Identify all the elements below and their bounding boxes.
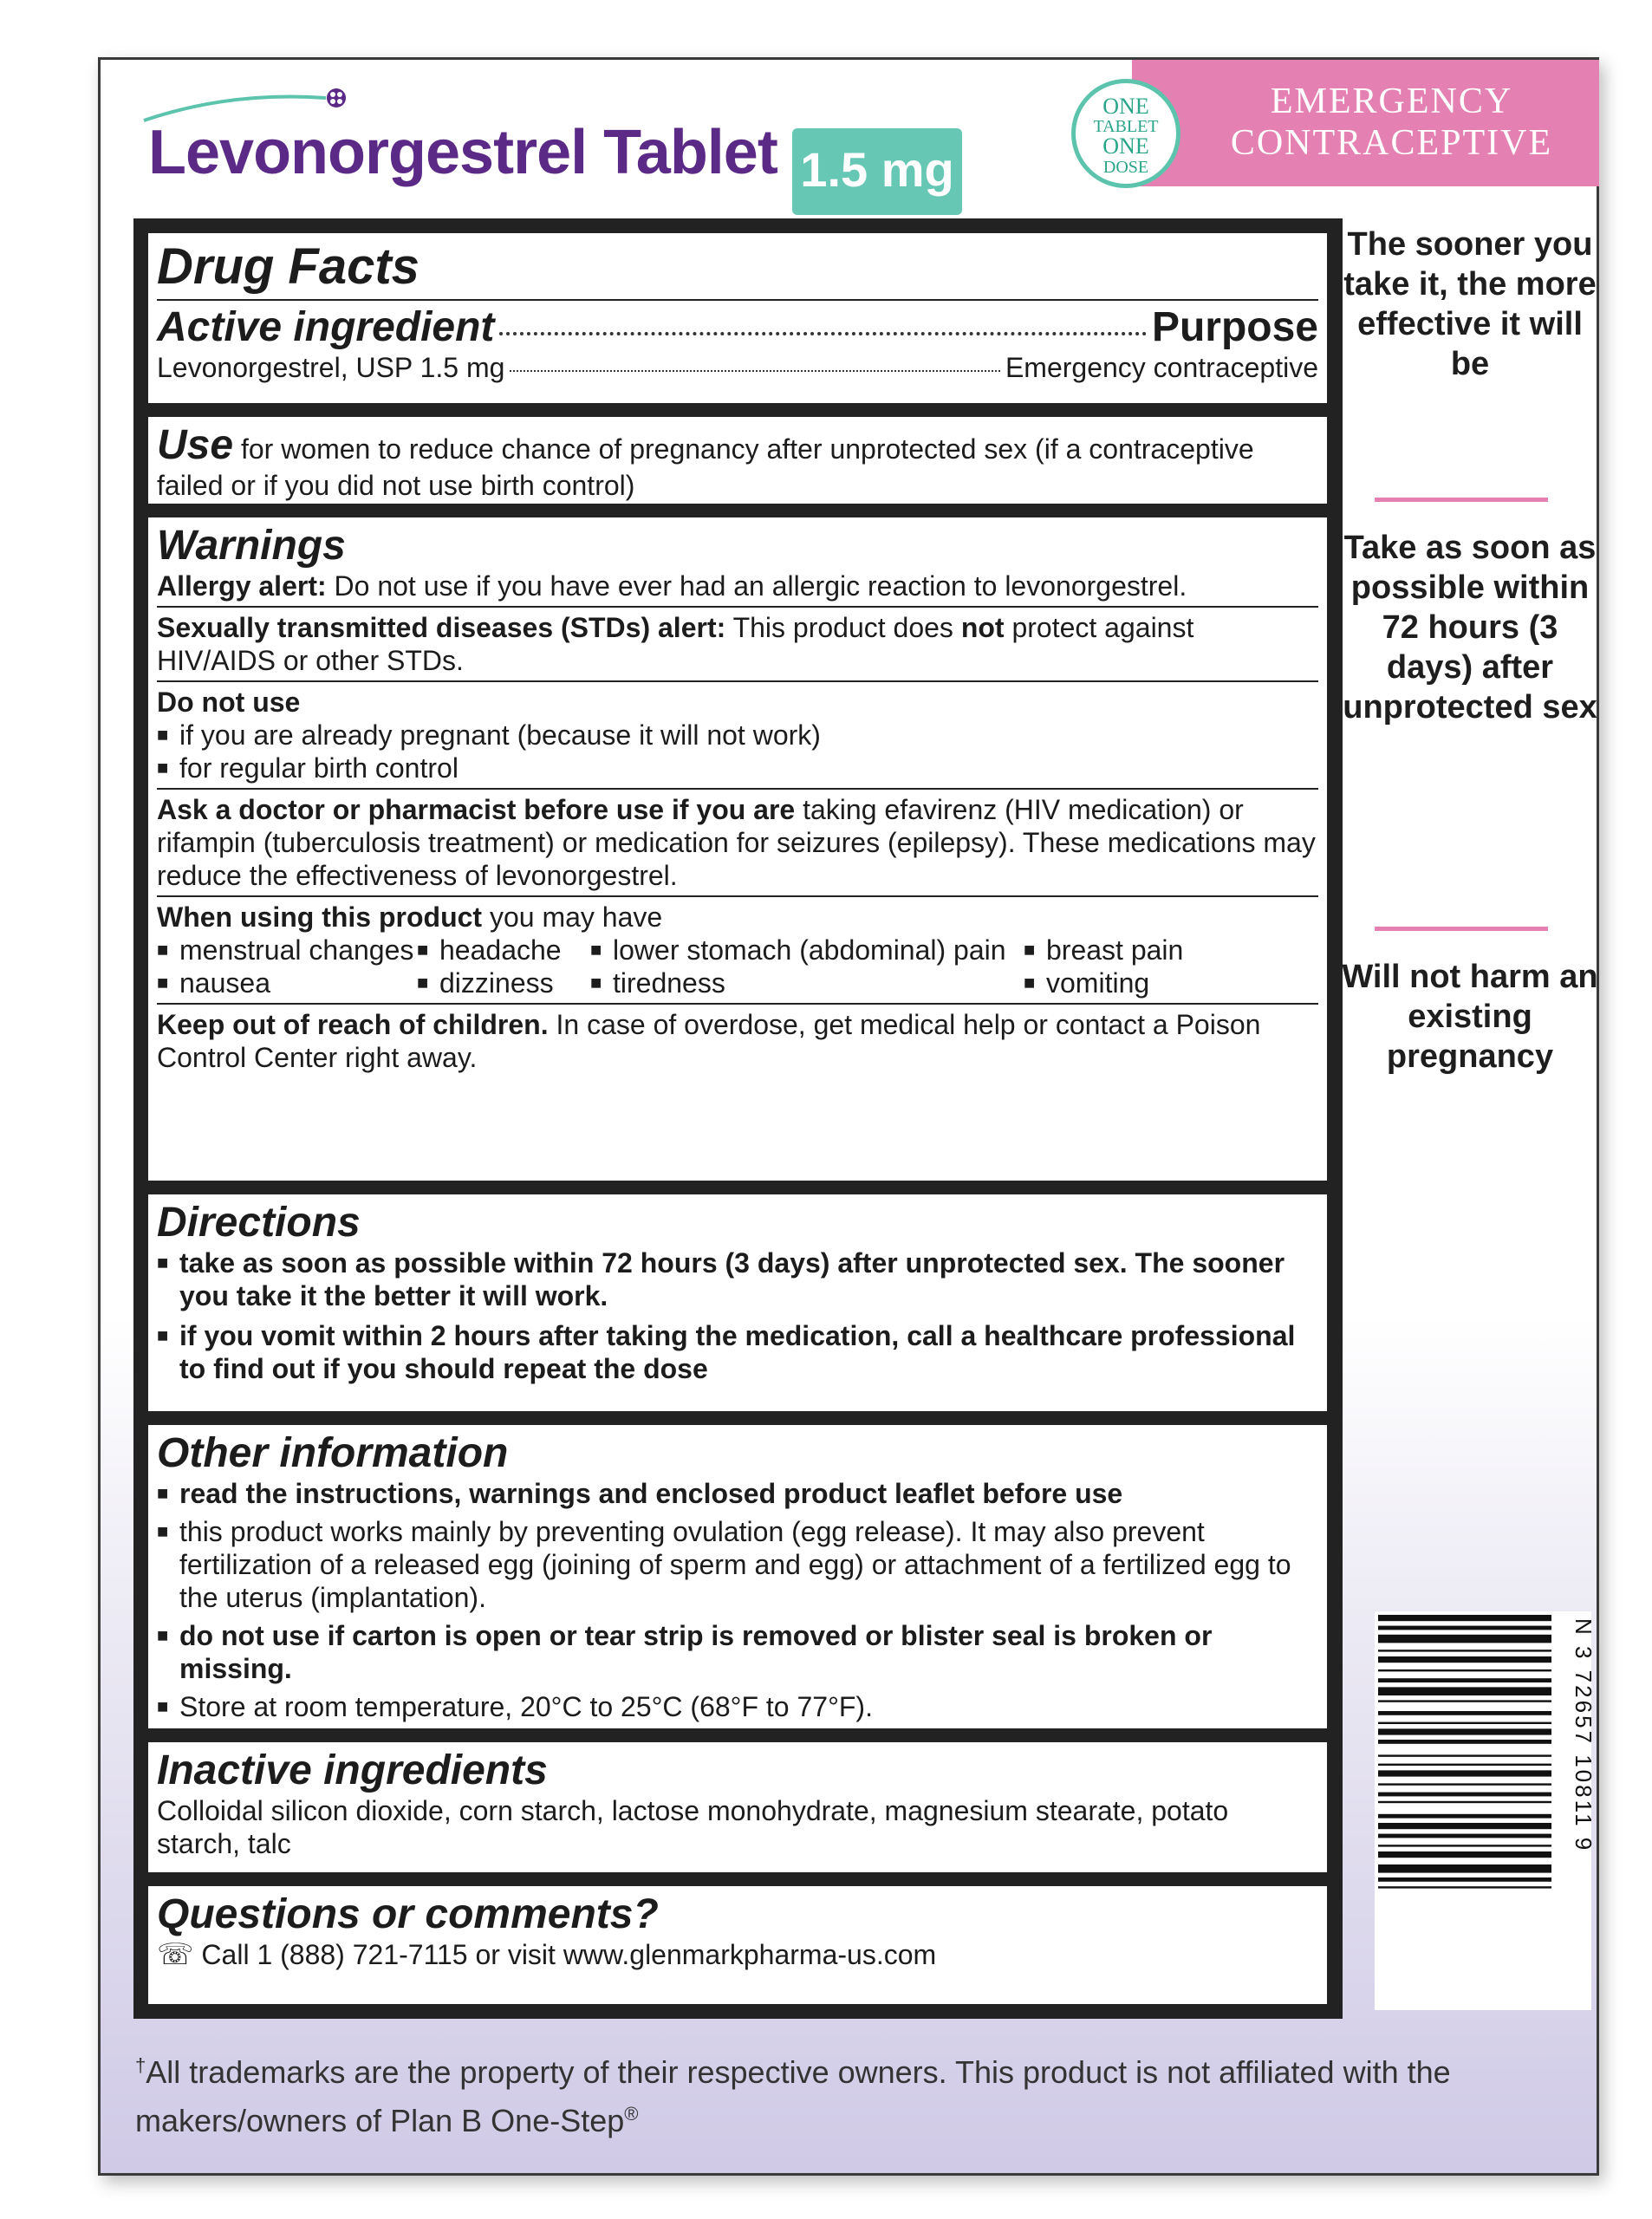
purpose-heading: Purpose (1151, 304, 1318, 350)
side-note-72-hours: Take as soon as possible within 72 hours (3 days) after unprotected sex (1343, 530, 1597, 726)
other-information-heading: Other information (157, 1430, 509, 1476)
side-effect-item: ■ vomiting (1024, 966, 1240, 999)
inactive-ingredients-text: Colloidal silicon dioxide, corn starch, lactose monohydrate, magnesium stearate, potato starch, talc (157, 1795, 1229, 1859)
other-info-item: ■ read the instructions, warnings and enclosed product leaflet before use (157, 1477, 1318, 1510)
other-info-item: ■ this product works mainly by preventing ovulation (egg release). It may also prevent fertilization of a released egg (joining of sperm and egg) or attachment of a fertilized egg to the uterus (implantation). (157, 1515, 1318, 1614)
keep-out-label: Keep out of reach of children. (157, 1009, 549, 1040)
use-section (148, 417, 1327, 504)
questions-heading: Questions or comments? (157, 1891, 659, 1937)
ask-doctor-text: taking efavirenz (HIV medication) or rifampin (tuberculosis treatment) or medication for seizures (epilepsy). These medications may reduce the effectiveness of levonorgestrel. (157, 794, 1316, 891)
side-effect-item: ■ lower stomach (abdominal) pain (590, 934, 1024, 966)
drug-facts-card (98, 57, 1599, 2176)
barcode (1375, 1611, 1597, 2010)
other-info-item: ■ Store at room temperature, 20°C to 25°C (68°F to 77°F). (157, 1690, 1318, 1723)
questions-section (148, 1886, 1327, 2004)
side-effect-item: ■ headache (417, 934, 590, 966)
allergy-label: Allergy alert: (157, 570, 327, 602)
std-text-2: protect against HIV/AIDS or other STDs. (157, 612, 1194, 676)
questions-text: Call 1 (888) 721-7115 or visit www.glenmarkpharma-us.com (201, 1939, 937, 1970)
side-note-pregnancy: Will not harm an existing pregnancy (1342, 959, 1598, 1075)
brand-title: Levonorgestrel Tablet (148, 118, 777, 187)
side-effect-item: ■ menstrual changes (157, 934, 417, 966)
side-effect-item: ■ nausea (157, 966, 417, 999)
purpose-value: Emergency contraceptive (1005, 352, 1318, 383)
do-not-use-item: ■ for regular birth control (157, 752, 1318, 784)
active-ingredient-value: Levonorgestrel, USP 1.5 mg (157, 352, 505, 383)
std-label: Sexually transmitted diseases (STDs) alert: (157, 612, 726, 643)
badge-line-3: ONE (1102, 133, 1149, 159)
barcode-bars (1375, 1611, 1597, 2010)
other-information-section (148, 1425, 1327, 1728)
drug-facts-panel (133, 218, 1343, 2019)
side-effect-item: ■ dizziness (417, 966, 590, 999)
footer-registered: ® (624, 2103, 639, 2125)
use-text: for women to reduce chance of pregnancy after unprotected sex (if a contraceptive failed or if you did not use birth control) (157, 433, 1254, 501)
side-effects-list (157, 934, 1318, 999)
std-not: not (960, 612, 1005, 643)
ask-doctor-label: Ask a doctor or pharmacist before use if you are (157, 794, 796, 825)
badge-line-1: ONE (1102, 94, 1149, 119)
warnings-section (148, 517, 1327, 1181)
keep-out-text: In case of overdose, get medical help or contact a Poison Control Center right away. (157, 1009, 1261, 1073)
direction-item: ■ take as soon as possible within 72 hours (3 days) after unprotected sex. The sooner you take it the better it will work. (157, 1246, 1318, 1312)
side-divider (1375, 927, 1548, 931)
phone-icon: ☏ (157, 1938, 194, 1971)
footer-trademark (135, 2045, 1574, 2142)
banner-line-2: CONTRACEPTIVE (1230, 123, 1553, 163)
warnings-heading: Warnings (157, 523, 346, 569)
banner-line-1: EMERGENCY (1270, 81, 1513, 121)
use-heading: Use (157, 422, 234, 468)
when-using-label: When using this product (157, 901, 483, 933)
emergency-banner (1132, 60, 1599, 186)
allergy-text: Do not use if you have ever had an allergic reaction to levonorgestrel. (334, 570, 1187, 602)
direction-item: ■ if you vomit within 2 hours after taking the medication, call a healthcare professional to find out if you should repeat the dose (157, 1319, 1318, 1385)
do-not-use-heading: Do not use (157, 687, 301, 718)
active-ingredient-heading: Active ingredient (157, 304, 495, 350)
side-effect-item: ■ breast pain (1024, 934, 1240, 966)
inactive-ingredients-section (148, 1742, 1327, 1872)
directions-section (148, 1194, 1327, 1411)
barcode-digits: N 3 72657 10811 9 (1571, 1618, 1597, 1853)
side-effect-item: ■ tiredness (590, 966, 1024, 999)
dose-badge: 1.5 mg (792, 128, 962, 215)
badge-line-2: TABLET (1093, 117, 1159, 136)
side-note-sooner: The sooner you take it, the more effective it will be (1343, 226, 1597, 382)
other-info-item: ■ do not use if carton is open or tear strip is removed or blister seal is broken or missing. (157, 1619, 1318, 1685)
side-divider (1375, 498, 1548, 502)
do-not-use-item: ■ if you are already pregnant (because it will not work) (157, 719, 1318, 752)
footer-dagger: † (135, 2054, 146, 2076)
one-tablet-one-dose-badge (1071, 79, 1180, 188)
footer-text: All trademarks are the property of their respective owners. This product is not affiliated with the makers/owners of Plan B One-Step (135, 2054, 1451, 2138)
when-using-text: you may have (489, 901, 663, 933)
std-text-1: This product does (732, 612, 953, 643)
badge-line-4: DOSE (1102, 158, 1149, 177)
directions-heading: Directions (157, 1200, 361, 1246)
drug-facts-title: Drug Facts (157, 238, 420, 295)
inactive-ingredients-heading: Inactive ingredients (157, 1747, 548, 1793)
active-ingredient-section (148, 233, 1327, 403)
